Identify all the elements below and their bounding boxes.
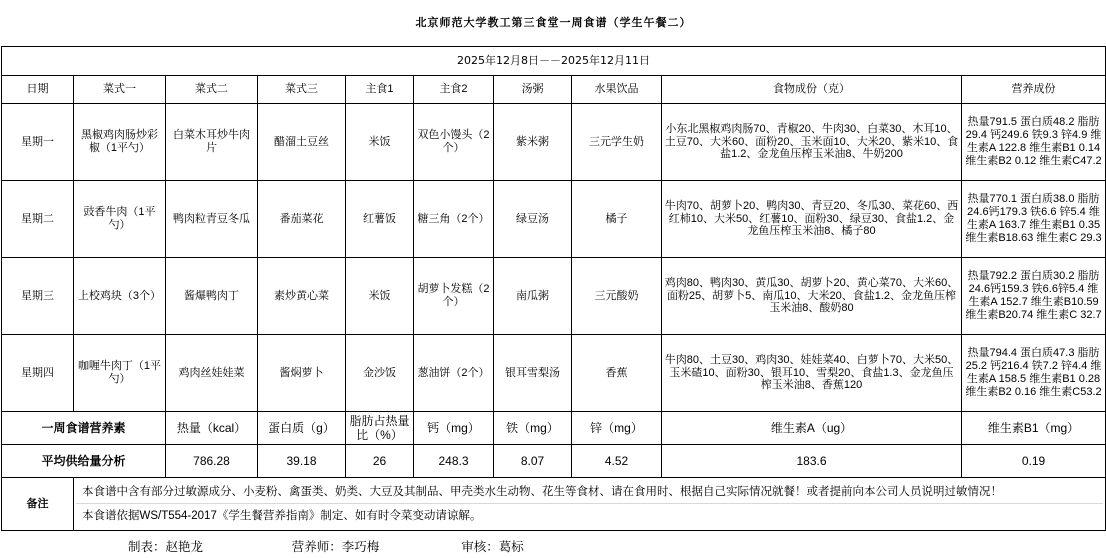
summary-row-label: 一周食谱营养素 xyxy=(2,412,166,445)
footer-preparer: 制表：赵艳龙 xyxy=(74,531,258,558)
remarks-line-allergens: 本食谱中含有部分过敏源成分、小麦粉、禽蛋类、奶类、大豆及其制品、甲壳类水生动物、花生等食材、请在食用时、根据自己实际情况就餐！或者提前向本公司人员说明过敏情况！ xyxy=(76,480,1103,504)
date-range: 2025年12月8日－－2025年12月11日 xyxy=(2,47,1106,76)
cell-nutrition: 热量794.4 蛋白质47.3 脂肪 25.2 钙216.4 铁7.2 锌4.4 维生素A 158.5 维生素B1 0.28 维生素B2 0.16 维生素C53.2 xyxy=(962,335,1106,412)
cell-fruit-drink: 三元学生奶 xyxy=(572,104,662,181)
cell-day: 星期二 xyxy=(2,181,74,258)
column-header-staple2: 主食2 xyxy=(414,76,494,104)
page-title: 北京师范大学教工第三食堂一周食谱（学生午餐二） xyxy=(415,15,692,29)
cell-day: 星期一 xyxy=(2,104,74,181)
footer-blank-2 xyxy=(662,531,962,558)
remarks-line-standard: 本食谱依据WS/T554-2017《学生餐营养指南》制定、如有时令菜变动请谅解。 xyxy=(82,510,482,522)
summary-val-calcium: 248.3 xyxy=(414,445,494,478)
cell-dish3: 醋溜土豆丝 xyxy=(258,104,346,181)
summary-col-fat-ratio: 脂肪占热量比（%） xyxy=(346,412,414,445)
summary-header-row xyxy=(2,412,1106,445)
footer-blank-3 xyxy=(962,531,1106,558)
summary-col-calcium: 钙（mg） xyxy=(414,412,494,445)
cell-staple2: 胡萝卜发糕（2个） xyxy=(414,258,494,335)
table-row xyxy=(2,258,1106,335)
column-header-dish1: 菜式一 xyxy=(74,76,166,104)
column-header-fruit-drink: 水果饮品 xyxy=(572,76,662,104)
menu-table xyxy=(1,0,1106,558)
cell-nutrition: 热量770.1 蛋白质38.0 脂肪 24.6钙179.3 铁6.6 锌5.4 维生素A 163.7 维生素B1 0.35 维生素B18.63 维生素C 29.3 xyxy=(962,181,1106,258)
date-range-row xyxy=(2,47,1106,76)
cell-staple1: 米饭 xyxy=(346,258,414,335)
remarks-row xyxy=(2,478,1106,531)
cell-staple1: 米饭 xyxy=(346,104,414,181)
title-row xyxy=(2,0,1106,47)
cell-ingredients: 小东北黑椒鸡肉肠70、青椒20、牛肉30、白菜30、木耳10、土豆70、大米60、面粉20、玉米面10、大米20、紫米10、食盐1.2、金龙鱼压榨玉米油8、牛奶200 xyxy=(662,104,962,181)
summary-val-energy: 786.28 xyxy=(166,445,258,478)
cell-dish3: 素炒黄心菜 xyxy=(258,258,346,335)
summary-col-vitamin-b1: 维生素B1（mg） xyxy=(962,412,1106,445)
cell-dish3: 酱焖萝卜 xyxy=(258,335,346,412)
cell-staple1: 红薯饭 xyxy=(346,181,414,258)
column-header-soup: 汤粥 xyxy=(494,76,572,104)
cell-staple1: 金沙饭 xyxy=(346,335,414,412)
column-header-date: 日期 xyxy=(2,76,74,104)
cell-dish2: 白菜木耳炒牛肉片 xyxy=(166,104,258,181)
cell-nutrition: 热量792.2 蛋白质30.2 脂肪 24.6钙159.3 铁6.6锌5.4 维生素A 152.7 维生素B10.59 维生素B20.74 维生素C 32.7 xyxy=(962,258,1106,335)
column-header-nutrition: 营养成份 xyxy=(962,76,1106,104)
summary-value-label: 平均供给量分析 xyxy=(2,445,166,478)
footer-row xyxy=(2,531,1106,558)
footer-blank-1 xyxy=(572,531,662,558)
cell-fruit-drink: 香蕉 xyxy=(572,335,662,412)
cell-day: 星期四 xyxy=(2,335,74,412)
footer-reviewer: 审核：葛标 xyxy=(414,531,572,558)
summary-val-vitamin-b1: 0.19 xyxy=(962,445,1106,478)
summary-value-row xyxy=(2,445,1106,478)
footer-spacer xyxy=(2,531,74,558)
remarks-label: 备注 xyxy=(2,478,74,531)
table-header-row xyxy=(2,76,1106,104)
summary-val-zinc: 4.52 xyxy=(572,445,662,478)
cell-dish1: 上校鸡块（3个） xyxy=(74,258,166,335)
remarks-body xyxy=(74,478,1106,531)
column-header-dish3: 菜式三 xyxy=(258,76,346,104)
cell-soup: 紫米粥 xyxy=(494,104,572,181)
column-header-ingredients: 食物成份（克） xyxy=(662,76,962,104)
summary-val-vitamin-a: 183.6 xyxy=(662,445,962,478)
column-header-staple1: 主食1 xyxy=(346,76,414,104)
cell-fruit-drink: 橘子 xyxy=(572,181,662,258)
table-row xyxy=(2,104,1106,181)
cell-dish2: 鸡肉丝娃娃菜 xyxy=(166,335,258,412)
cell-dish2: 鸭肉粒青豆冬瓜 xyxy=(166,181,258,258)
summary-col-protein: 蛋白质（g） xyxy=(258,412,346,445)
column-header-dish2: 菜式二 xyxy=(166,76,258,104)
cell-ingredients: 鸡肉80、鸭肉30、黄瓜30、胡萝卜20、黄心菜70、大米60、面粉25、胡萝卜5、南瓜10、大米20、食盐1.2、金龙鱼压榨玉米油8、酸奶80 xyxy=(662,258,962,335)
cell-dish2: 酱爆鸭肉丁 xyxy=(166,258,258,335)
cell-dish3: 番茄菜花 xyxy=(258,181,346,258)
cell-dish1: 豉香牛肉（1平勺） xyxy=(74,181,166,258)
summary-col-vitamin-a: 维生素A（ug） xyxy=(662,412,962,445)
cell-soup: 南瓜粥 xyxy=(494,258,572,335)
summary-val-protein: 39.18 xyxy=(258,445,346,478)
summary-val-iron: 8.07 xyxy=(494,445,572,478)
summary-col-iron: 铁（mg） xyxy=(494,412,572,445)
table-row xyxy=(2,335,1106,412)
cell-staple2: 双色小馒头（2个） xyxy=(414,104,494,181)
cell-day: 星期三 xyxy=(2,258,74,335)
cell-nutrition: 热量791.5 蛋白质48.2 脂肪 29.4 钙249.6 铁9.3 锌4.9 维生素A 122.8 维生素B1 0.14 维生素B2 0.12 维生素C47.2 xyxy=(962,104,1106,181)
summary-col-energy: 热量（kcal） xyxy=(166,412,258,445)
cell-dish1: 咖喱牛肉丁（1平勺） xyxy=(74,335,166,412)
cell-staple2: 葱油饼（2个） xyxy=(414,335,494,412)
table-row xyxy=(2,181,1106,258)
summary-col-zinc: 锌（mg） xyxy=(572,412,662,445)
summary-val-fat-ratio: 26 xyxy=(346,445,414,478)
cell-soup: 银耳雪梨汤 xyxy=(494,335,572,412)
cell-ingredients: 牛肉80、土豆30、鸡肉30、娃娃菜40、白萝卜70、大米50、玉米碴10、面粉30、银耳10、雪梨20、食盐1.3、金龙鱼压榨玉米油8、香蕉120 xyxy=(662,335,962,412)
cell-staple2: 糖三角（2个） xyxy=(414,181,494,258)
cell-fruit-drink: 三元酸奶 xyxy=(572,258,662,335)
cell-soup: 绿豆汤 xyxy=(494,181,572,258)
cell-dish1: 黑椒鸡肉肠炒彩椒（1平勺） xyxy=(74,104,166,181)
cell-ingredients: 牛肉70、胡萝卜20、鸭肉30、青豆20、冬瓜30、菜花60、西红柿10、大米50、红薯10、面粉30、绿豆30、食盐1.2、金龙鱼压榨玉米油8、橘子80 xyxy=(662,181,962,258)
footer-nutritionist: 营养师：李巧梅 xyxy=(258,531,414,558)
